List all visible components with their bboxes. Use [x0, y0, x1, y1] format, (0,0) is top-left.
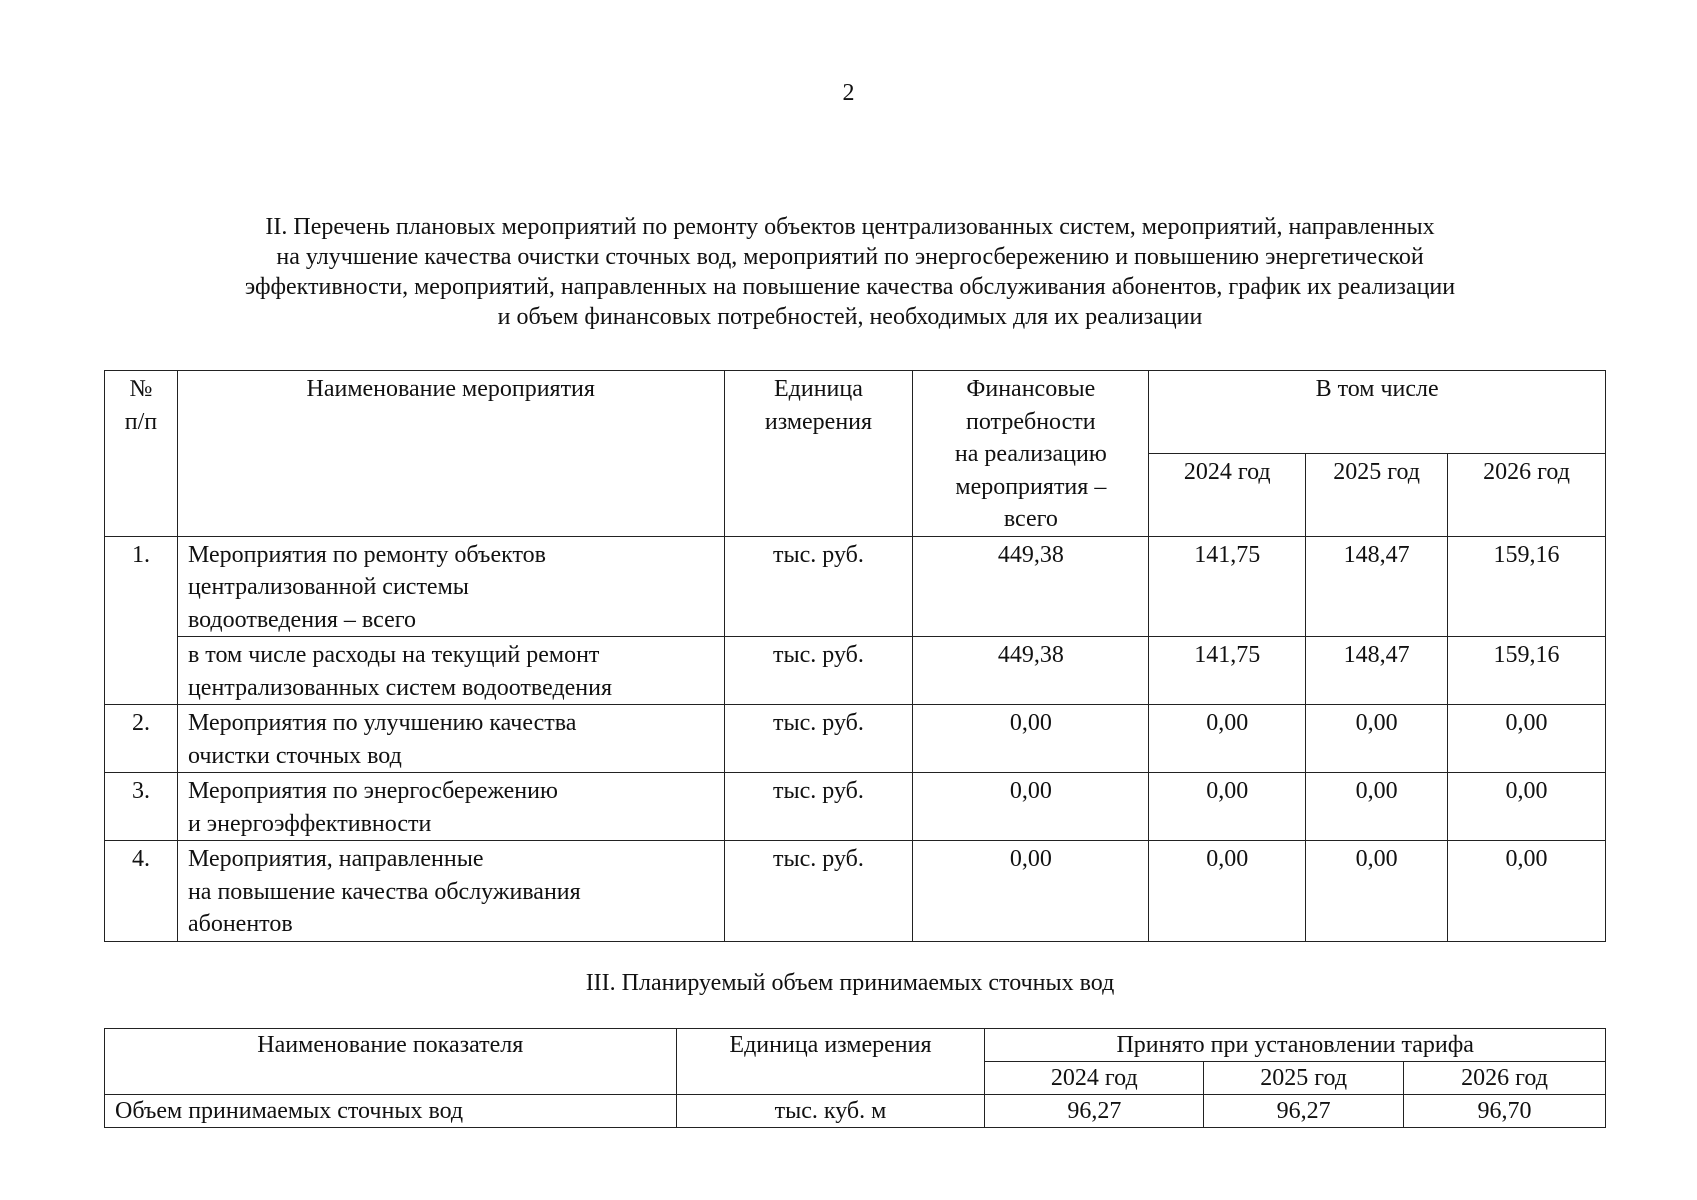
row-2024: 0,00 [1149, 705, 1306, 773]
row-name [177, 637, 724, 705]
row-2024: 141,75 [1149, 536, 1306, 637]
header-year-2026: 2026 год [1404, 1062, 1606, 1095]
row-2024: 0,00 [1149, 841, 1306, 942]
header-including: В том числе [1149, 371, 1606, 454]
row-unit: тыс. руб. [724, 536, 913, 637]
table-row [105, 536, 1606, 637]
section2-title-line: на улучшение качества очистки сточных вод, мероприятий по энергосбережению и повышению энергетической [276, 244, 1424, 270]
header-finance-line: потребности [966, 408, 1096, 435]
row-2024: 0,00 [1149, 773, 1306, 841]
header-finance-line: мероприятия – [955, 473, 1107, 500]
row-name-line: Мероприятия по энергосбережению [187, 778, 558, 804]
section3-title: III. Планируемый объем принимаемых сточных вод [585, 970, 1115, 996]
section2-title [110, 212, 1590, 332]
header-accepted: Принято при установлении тарифа [985, 1029, 1606, 1062]
row-2025: 0,00 [1306, 705, 1448, 773]
row-name-line: на повышение качества обслуживания [187, 878, 581, 905]
row-unit: тыс. руб. [724, 773, 913, 841]
row-2025: 96,27 [1204, 1095, 1404, 1128]
header-unit [724, 371, 913, 537]
table-row [105, 1095, 1606, 1128]
header-year-2024: 2024 год [985, 1062, 1204, 1095]
row-2025: 0,00 [1306, 773, 1448, 841]
row-2026: 0,00 [1448, 773, 1606, 841]
row-name-line: в том числе расходы на текущий ремонт [187, 642, 600, 668]
header-name: Наименование мероприятия [177, 371, 724, 537]
table-row [105, 773, 1606, 841]
row-unit: тыс. руб. [724, 637, 913, 705]
row-name-line: и энергоэффективности [187, 810, 432, 837]
row-name-line: Мероприятия по улучшению качества [187, 710, 577, 736]
row-2026: 0,00 [1448, 841, 1606, 942]
row-num: 1. [105, 536, 178, 705]
header-year-2026: 2026 год [1448, 453, 1606, 536]
header-year-2025: 2025 год [1306, 453, 1448, 536]
row-2024: 96,27 [985, 1095, 1204, 1128]
header-num-line: № [129, 376, 153, 402]
header-finance-line: Финансовые [966, 376, 1096, 402]
table-row [105, 841, 1606, 942]
header-row [105, 371, 1606, 454]
header-unit-line: Единица [774, 376, 863, 402]
row-num: 3. [105, 773, 178, 841]
row-2024: 141,75 [1149, 637, 1306, 705]
row-num: 4. [105, 841, 178, 942]
row-name-line: очистки сточных вод [187, 742, 402, 769]
page-number: 2 [842, 80, 855, 106]
table-row [105, 637, 1606, 705]
table-row [105, 705, 1606, 773]
header-year-2024: 2024 год [1149, 453, 1306, 536]
row-name-line: водоотведения – всего [187, 606, 416, 633]
volume-table [104, 1028, 1606, 1128]
row-total: 0,00 [913, 773, 1149, 841]
header-num-line: п/п [124, 408, 158, 435]
header-row [105, 1029, 1606, 1062]
row-num: 2. [105, 705, 178, 773]
row-name-line: абонентов [187, 911, 293, 937]
header-finance-line: на реализацию [954, 441, 1107, 467]
row-2025: 0,00 [1306, 841, 1448, 942]
row-2026: 96,70 [1404, 1095, 1606, 1128]
row-name-line: централизованной системы [187, 574, 469, 600]
activities-table [104, 370, 1606, 942]
row-name: Объем принимаемых сточных вод [105, 1095, 677, 1128]
section2-title-line: II. Перечень плановых мероприятий по ремонту объектов централизованных систем, мероприятий, направленных [265, 214, 1435, 240]
header-num [105, 371, 178, 537]
row-name [177, 705, 724, 773]
row-unit: тыс. руб. [724, 705, 913, 773]
row-total: 0,00 [913, 705, 1149, 773]
row-2025: 148,47 [1306, 536, 1448, 637]
section2-title-line: и объем финансовых потребностей, необходимых для их реализации [497, 304, 1203, 330]
header-year-2025: 2025 год [1204, 1062, 1404, 1095]
row-name-line: централизованных систем водоотведения [187, 674, 613, 701]
section2-title-line: эффективности, мероприятий, направленных на повышение качества обслуживания абонентов, график их реализации [244, 274, 1456, 300]
header-unit-line: измерения [764, 408, 873, 435]
row-2026: 0,00 [1448, 705, 1606, 773]
row-name-line: Мероприятия, направленные [187, 846, 484, 872]
row-name [177, 773, 724, 841]
row-total: 0,00 [913, 841, 1149, 942]
row-unit: тыс. куб. м [676, 1095, 985, 1128]
header-indicator: Наименование показателя [105, 1029, 677, 1095]
row-total: 449,38 [913, 536, 1149, 637]
row-2025: 148,47 [1306, 637, 1448, 705]
row-total: 449,38 [913, 637, 1149, 705]
header-finance [913, 371, 1149, 537]
header-unit: Единица измерения [676, 1029, 985, 1095]
row-2026: 159,16 [1448, 637, 1606, 705]
row-name [177, 536, 724, 637]
row-2026: 159,16 [1448, 536, 1606, 637]
row-name [177, 841, 724, 942]
header-finance-line: всего [1003, 506, 1058, 532]
row-name-line: Мероприятия по ремонту объектов [187, 541, 546, 568]
row-unit: тыс. руб. [724, 841, 913, 942]
